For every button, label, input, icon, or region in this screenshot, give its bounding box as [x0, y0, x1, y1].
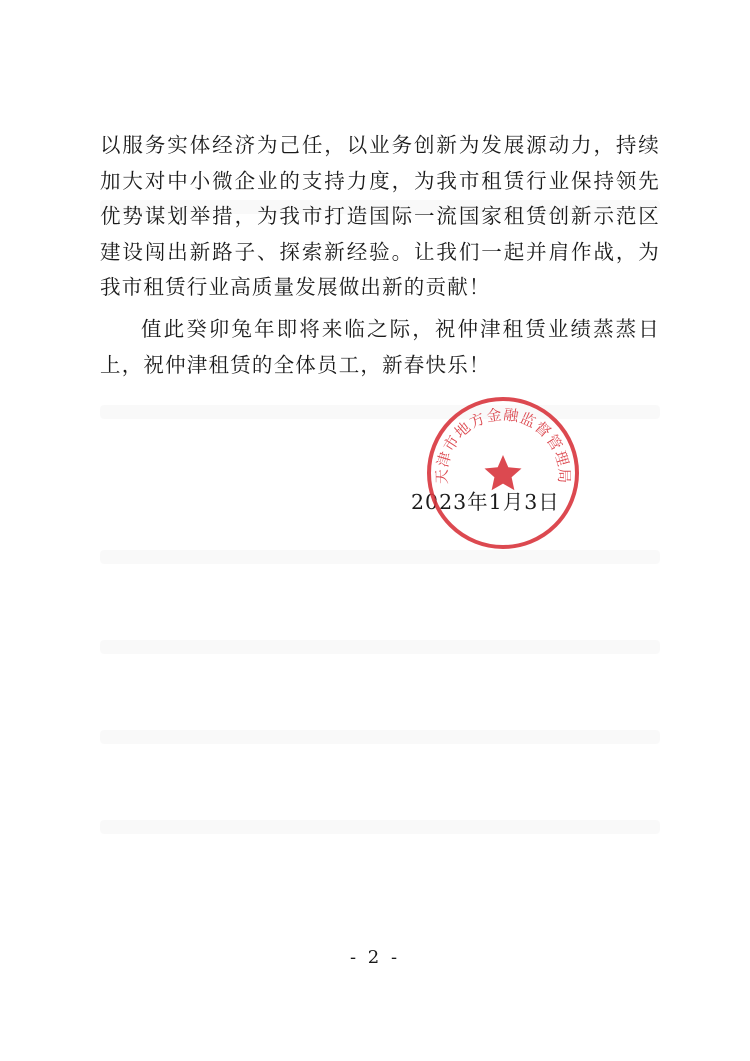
body-paragraph: 以服务实体经济为己任，以业务创新为发展源动力，持续加大对中小微企业的支持力度，为我市租赁行业保持领先优势谋划举措，为我市打造国际一流国家租赁创新示范区建设闯出新路子、探索新经验。让我们一起并肩作战，为我市租赁行业高质量发展做出新的贡献！ — [100, 133, 660, 299]
official-seal-stamp — [423, 393, 583, 553]
body-paragraph: 值此癸卯兔年即将来临之际，祝仲津租赁业绩蒸蒸日上，祝仲津租赁的全体员工，新春快乐！ — [100, 317, 660, 377]
seal-text: 天津市地方金融监督管理局 — [432, 405, 574, 485]
bleed-through-mark — [100, 640, 660, 654]
document-date: 2023年1月3日 — [411, 490, 560, 514]
seal-star-icon — [485, 455, 522, 490]
bleed-through-mark — [100, 730, 660, 744]
page-number: - 2 - — [349, 947, 401, 968]
bleed-through-mark — [100, 820, 660, 834]
